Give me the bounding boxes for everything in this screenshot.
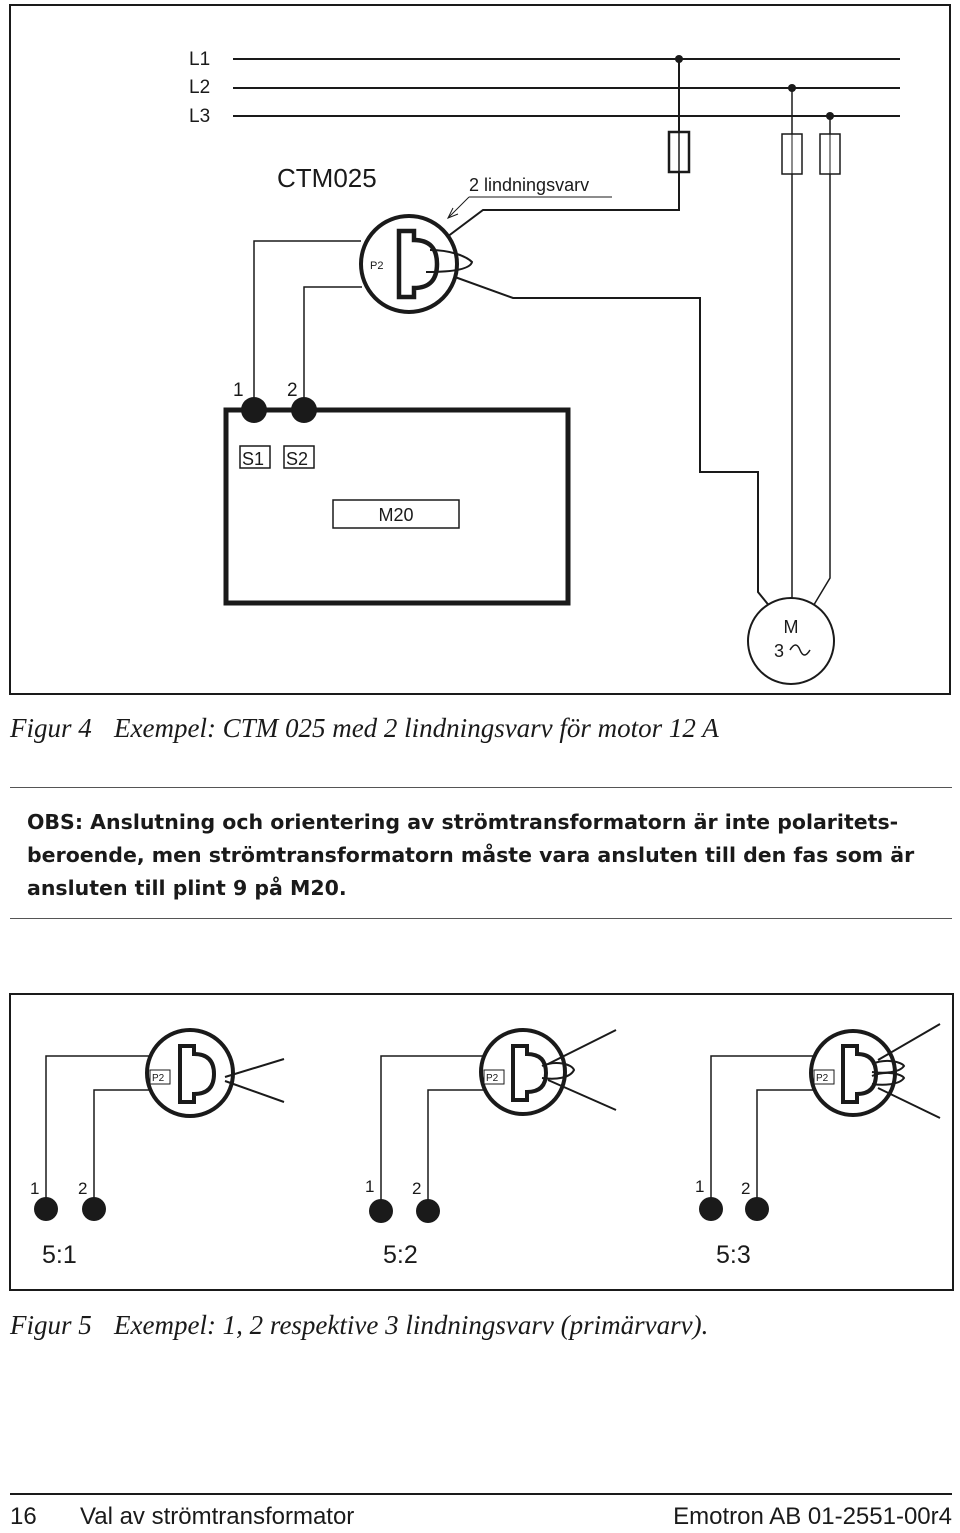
figure-4-caption-label: Figur 4 <box>10 713 92 743</box>
figure-4-caption-text: Exempel: CTM 025 med 2 lindningsvarv för motor 12 A <box>114 713 719 743</box>
example-5-2-terminal-1-dot <box>369 1199 393 1223</box>
wire-s2 <box>304 287 362 410</box>
fuse-l1 <box>669 132 689 172</box>
example-5-1-conductor-out <box>225 1081 284 1102</box>
phase-label-l2: L2 <box>189 77 211 98</box>
winding-note-label: 2 lindningsvarv <box>469 175 590 195</box>
wire-s1 <box>254 241 361 410</box>
motor-symbol <box>748 598 834 684</box>
example-5-3-terminal-2-dot <box>745 1197 769 1221</box>
page-footer <box>10 1493 952 1533</box>
page-number: 16 <box>10 1503 37 1530</box>
phase-label-l1: L1 <box>189 49 211 70</box>
motor-label-m: M <box>783 617 799 637</box>
example-5-3-conductor-out <box>878 1088 940 1118</box>
example-5-1 <box>30 1030 284 1269</box>
terminal-label-s2: S2 <box>286 449 309 469</box>
figure-4-caption <box>10 713 719 744</box>
footer-section-title: Val av strömtransformator <box>80 1503 355 1530</box>
terminal-1-dot <box>241 397 267 423</box>
example-5-1-wire-2 <box>94 1090 156 1207</box>
figure-5-caption <box>10 1310 708 1341</box>
example-5-2-terminal-2-dot <box>416 1199 440 1223</box>
example-5-1-terminal-2-dot <box>82 1197 106 1221</box>
example-5-1-terminal-1: 1 <box>30 1179 40 1198</box>
figure-4-diagram <box>0 0 960 700</box>
example-5-3-p2: P2 <box>816 1073 829 1084</box>
terminal-2-dot <box>291 397 317 423</box>
example-5-3-ratio: 5:3 <box>716 1241 751 1269</box>
fuse-l2 <box>782 134 802 174</box>
example-5-2 <box>365 1030 616 1269</box>
figure-5-caption-label: Figur 5 <box>10 1310 92 1340</box>
phase-label-l3: L3 <box>189 106 211 127</box>
example-5-1-ratio: 5:1 <box>42 1241 77 1269</box>
example-5-2-terminal-2: 2 <box>412 1179 422 1198</box>
example-5-1-p2: P2 <box>152 1073 165 1084</box>
wire-l3-to-motor <box>812 174 830 608</box>
figure-5-caption-text: Exempel: 1, 2 respektive 3 lindningsvarv (primärvarv). <box>114 1310 709 1340</box>
motor-label-3: 3 <box>773 641 785 661</box>
example-5-2-terminal-1: 1 <box>365 1177 375 1196</box>
terminal-number-1: 1 <box>233 380 244 401</box>
figure-5-diagram <box>0 980 960 1300</box>
winding-note-leader <box>448 197 469 218</box>
footer-doc-id: Emotron AB 01-2551-00r4 <box>673 1503 952 1530</box>
example-5-3 <box>695 1024 940 1269</box>
fuse-l3 <box>820 134 840 174</box>
terminal-number-2: 2 <box>287 380 298 401</box>
example-5-3-terminal-1: 1 <box>695 1177 705 1196</box>
example-5-3-conductor-in <box>878 1024 940 1060</box>
example-5-2-ratio: 5:2 <box>383 1241 418 1269</box>
figure-5-frame <box>10 994 953 1290</box>
example-5-1-terminal-1-dot <box>34 1197 58 1221</box>
ct-model-label: CTM025 <box>277 163 377 193</box>
polarity-note: OBS: Anslutning och orientering av strömtransformatorn är inte polaritetsberoende, men strömtransformatorn måste vara ansluten till den fas som är ansluten till plint 9 på M20. <box>27 810 915 900</box>
note-top-rule <box>10 787 952 788</box>
example-5-3-terminal-1-dot <box>699 1197 723 1221</box>
note-bottom-rule <box>10 918 952 919</box>
terminal-label-s1: S1 <box>242 449 265 469</box>
m20-label: M20 <box>378 505 414 525</box>
example-5-1-wire-1 <box>46 1056 152 1207</box>
example-5-2-wire-2 <box>428 1090 489 1209</box>
ct-terminal-p2: P2 <box>370 260 384 272</box>
example-5-3-wire-1 <box>711 1056 815 1207</box>
example-5-1-terminal-2: 2 <box>78 1179 88 1198</box>
example-5-2-p2: P2 <box>486 1073 499 1084</box>
example-5-2-wire-1 <box>381 1056 485 1209</box>
example-5-3-wire-2 <box>757 1090 819 1207</box>
example-5-3-terminal-2: 2 <box>741 1179 751 1198</box>
